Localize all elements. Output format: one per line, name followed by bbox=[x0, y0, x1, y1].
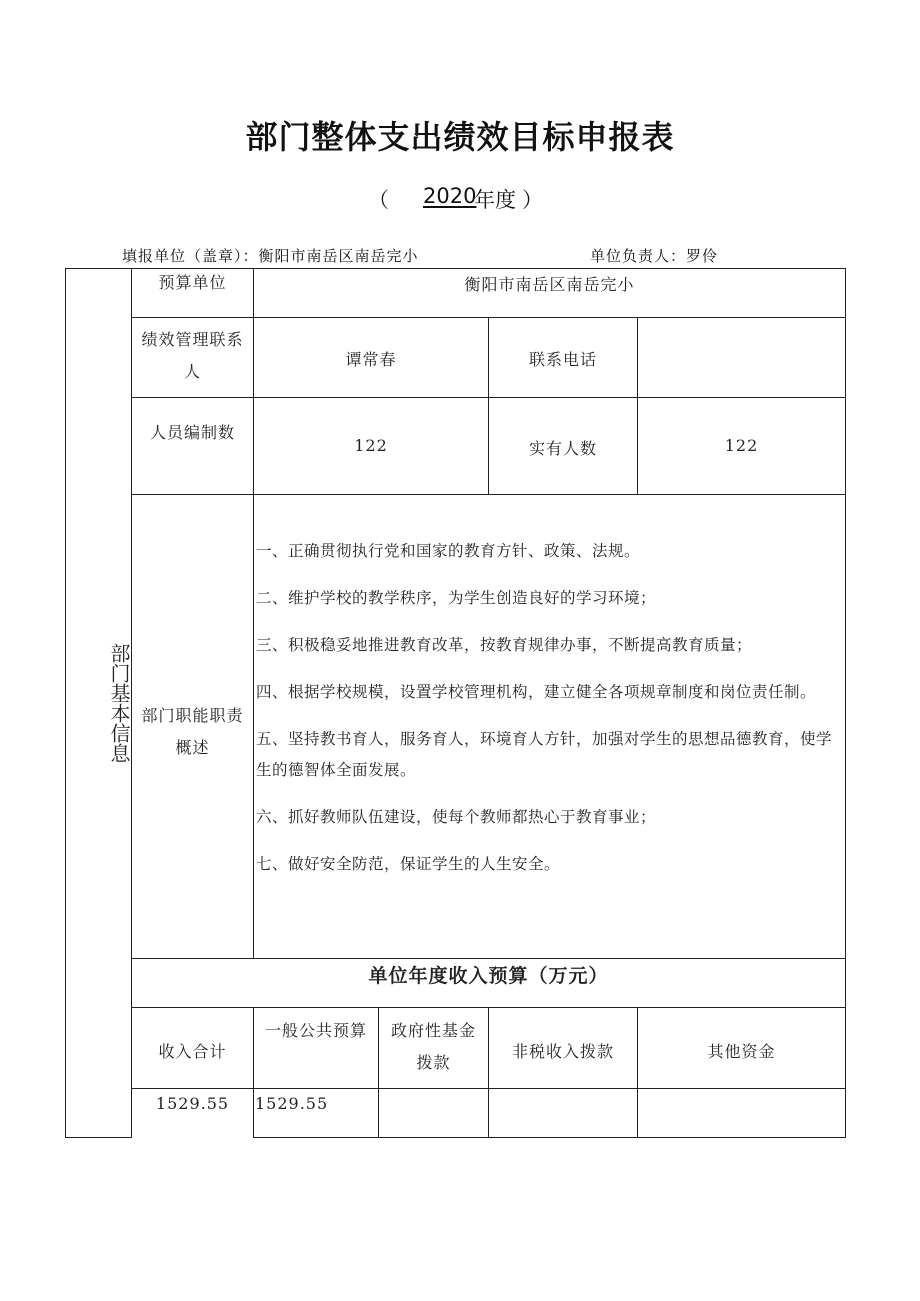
page-title: 部门整体支出绩效目标申报表 bbox=[245, 118, 675, 156]
income-value-general-public: 1529.55 bbox=[255, 1094, 329, 1113]
actual-staff-label: 实有人数 bbox=[528, 439, 597, 458]
income-header-total: 收入合计 bbox=[158, 1042, 227, 1061]
income-value-total: 1529.55 bbox=[155, 1094, 230, 1113]
budget-unit-value: 衡阳市南岳区南岳完小 bbox=[464, 275, 635, 294]
side-label: 部门基本信息 bbox=[107, 643, 131, 763]
grid-line bbox=[637, 1007, 638, 1138]
budget-unit-label: 预算单位 bbox=[158, 273, 227, 292]
contact-label-line1: 绩效管理联系 bbox=[141, 330, 244, 349]
duty-item: 二、维护学校的教学秩序，为学生创造良好的学习环境； bbox=[256, 589, 657, 607]
filling-unit-label: 填报单位（盖章）： bbox=[122, 247, 259, 265]
contact-value: 谭常春 bbox=[345, 350, 397, 369]
actual-staff-value: 122 bbox=[724, 436, 759, 455]
staff-quota-label: 人员编制数 bbox=[149, 423, 235, 442]
duty-item: 六、抓好教师队伍建设，使每个教师都热心于教育事业； bbox=[256, 808, 657, 826]
grid-line bbox=[131, 494, 846, 495]
grid-line bbox=[253, 1137, 846, 1138]
grid-line bbox=[253, 268, 254, 958]
budget-section-title: 单位年度收入预算（万元） bbox=[368, 965, 609, 987]
year-number: 2020 bbox=[423, 184, 477, 208]
filling-unit bbox=[122, 245, 419, 266]
year-open-paren: （ bbox=[368, 188, 389, 212]
duties-list bbox=[256, 536, 842, 896]
income-header-non-tax: 非税收入拨款 bbox=[511, 1042, 614, 1061]
duties-label-line1: 部门职能职责 bbox=[141, 706, 244, 725]
duty-item: 四、根据学校规模，设置学校管理机构，建立健全各项规章制度和岗位责任制。 bbox=[256, 683, 817, 701]
responsible-value: 罗伶 bbox=[686, 247, 719, 265]
grid-line bbox=[131, 958, 846, 959]
responsible-label: 单位负责人： bbox=[590, 247, 687, 265]
grid-line bbox=[637, 317, 638, 494]
year-suffix: 年度 bbox=[474, 188, 516, 212]
grid-line bbox=[488, 317, 489, 494]
duty-item: 五、坚持教书育人，服务育人，环境育人方针，加强对学生的思想品德教育，使学生的德智体全面发展。 bbox=[256, 730, 833, 779]
duties-label-line2: 概述 bbox=[175, 738, 210, 757]
side-label-cell bbox=[66, 628, 130, 778]
staff-quota-value: 122 bbox=[354, 436, 388, 455]
duty-item: 一、正确贯彻执行党和国家的教育方针、政策、法规。 bbox=[256, 542, 641, 560]
phone-label: 联系电话 bbox=[528, 350, 597, 369]
contact-label-line2: 人 bbox=[183, 362, 201, 381]
grid-line bbox=[65, 1137, 132, 1138]
duty-item: 七、做好安全防范，保证学生的人生安全。 bbox=[256, 855, 561, 873]
filling-unit-value: 衡阳市南岳区南岳完小 bbox=[258, 247, 419, 265]
responsible-person bbox=[590, 245, 718, 266]
income-header-gov-fund-line1: 政府性基金 bbox=[390, 1021, 476, 1040]
income-header-general-public: 一般公共预算 bbox=[264, 1021, 367, 1040]
income-header-other: 其他资金 bbox=[707, 1042, 776, 1061]
grid-line bbox=[488, 1007, 489, 1138]
year-close-paren: ） bbox=[522, 188, 543, 212]
duty-item: 三、积极稳妥地推进教育改革，按教育规律办事，不断提高教育质量； bbox=[256, 636, 753, 654]
grid-line bbox=[65, 268, 846, 269]
income-header-gov-fund-line2: 拨款 bbox=[416, 1053, 451, 1072]
